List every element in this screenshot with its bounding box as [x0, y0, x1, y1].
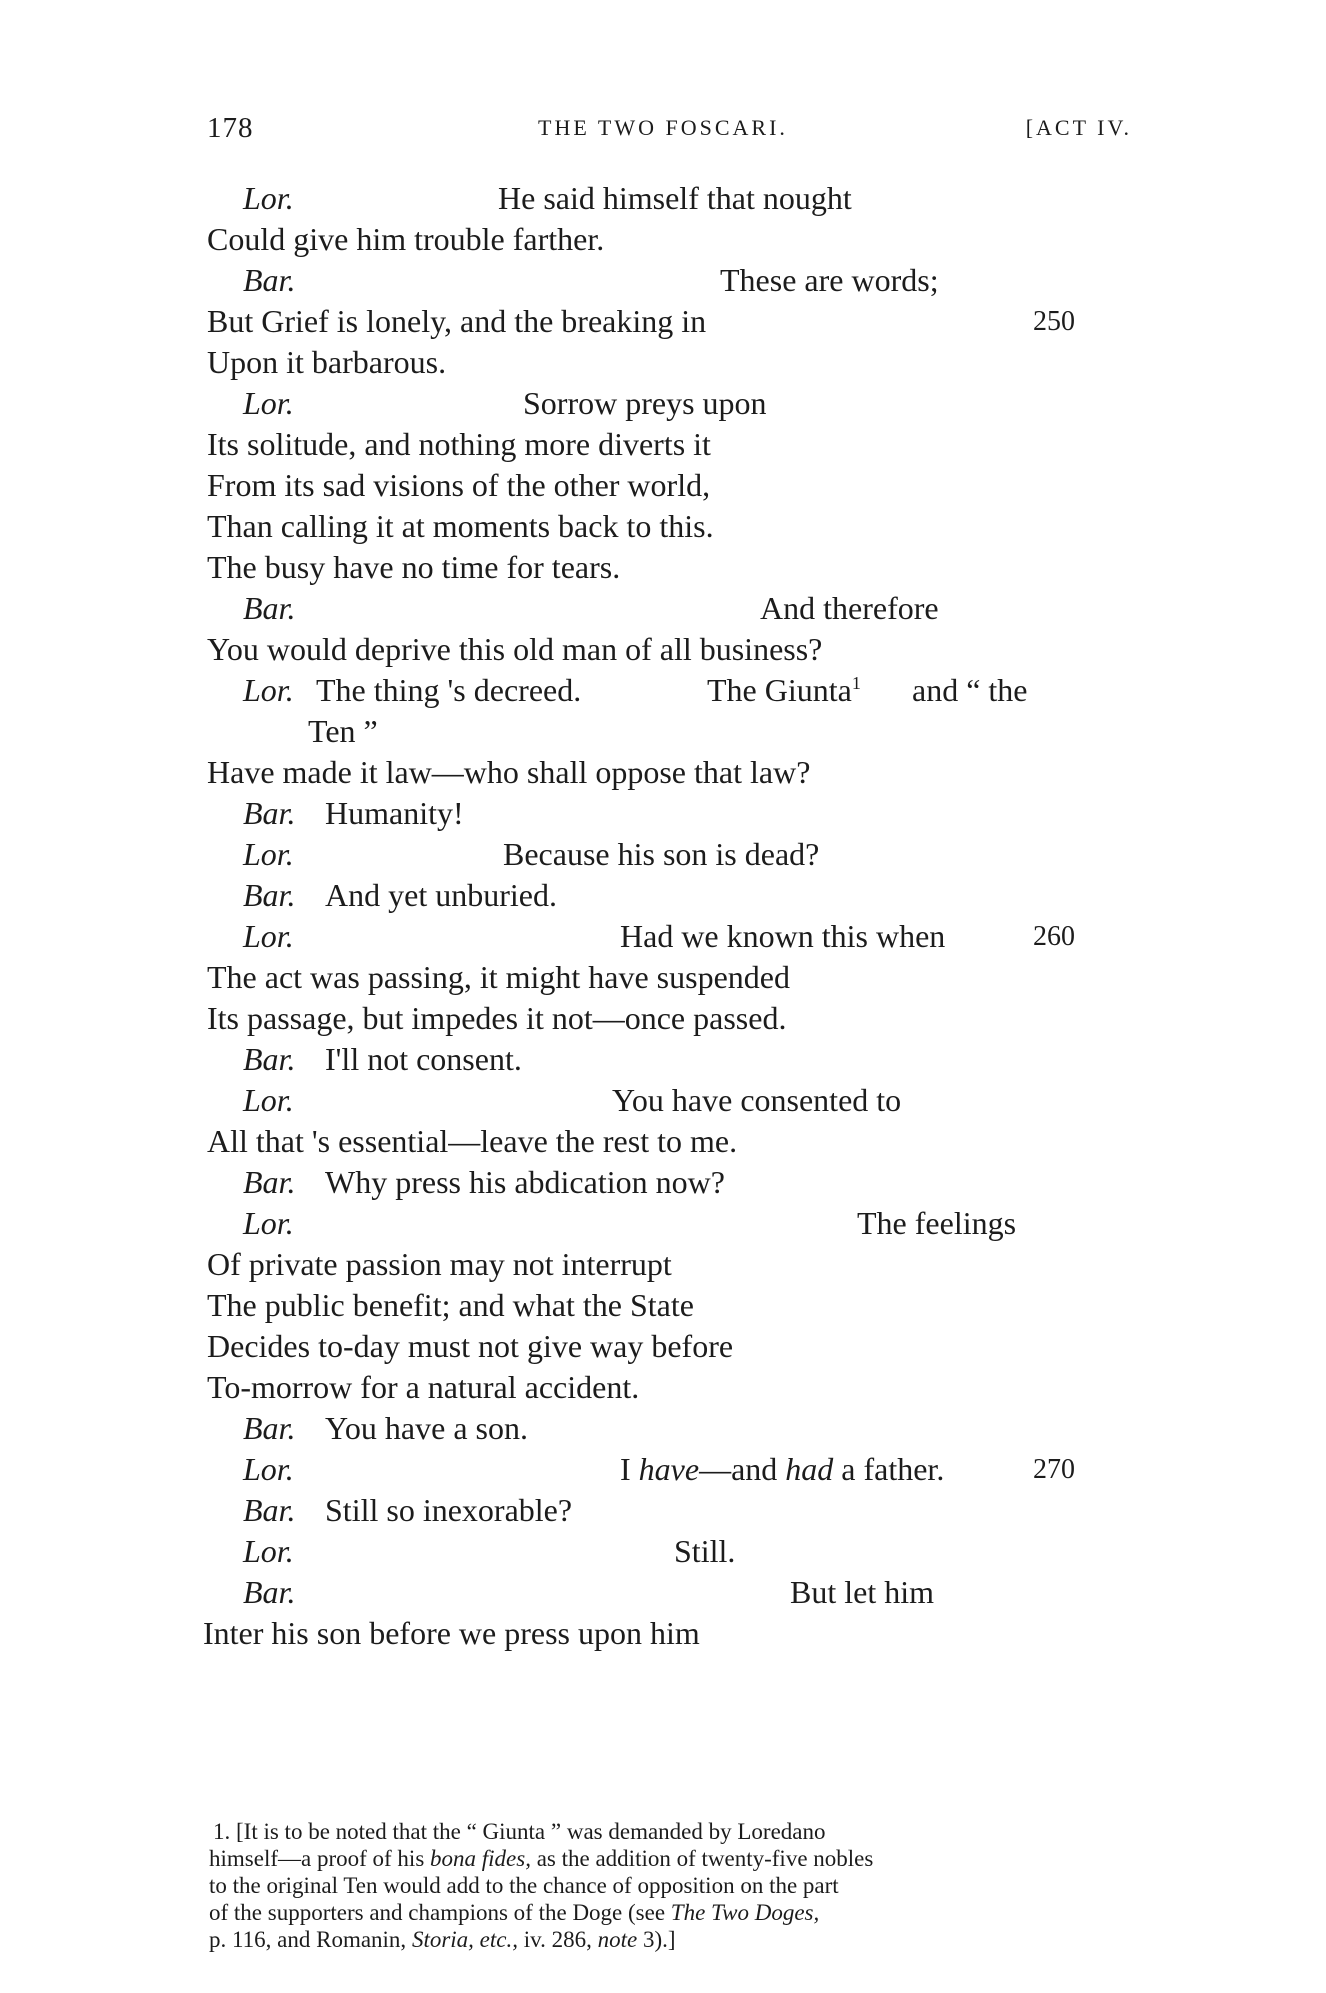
emphasis: had — [785, 1451, 834, 1487]
footnote-line — [213, 1818, 1143, 1845]
footnote-text: p. 116, and Romanin, — [209, 1927, 407, 1952]
verse-text-segment: I'll not consent. — [325, 1041, 522, 1077]
footnote-text — [209, 1926, 676, 1953]
speaker-label: Lor. — [243, 385, 294, 421]
verse-line — [0, 670, 1326, 711]
verse-text-segment: and “ the — [912, 672, 1028, 708]
verse-line — [0, 834, 1326, 875]
verse-text-segment: The Giunta — [707, 672, 852, 708]
verse-text-segment: All that 's essential—leave the rest to me. — [207, 1123, 738, 1159]
verse-line — [0, 1285, 1326, 1326]
verse-line — [0, 547, 1326, 588]
verse-text-segment: The feelings — [857, 1205, 1017, 1241]
verse-text-segment: Upon it barbarous. — [207, 344, 447, 380]
verse-text-segment: Because his son is dead? — [503, 836, 820, 872]
verse-line — [0, 1039, 1326, 1080]
speaker-label: Bar. — [243, 1410, 296, 1446]
footnote-line — [209, 1845, 1143, 1872]
speaker-label: Lor. — [243, 1205, 294, 1241]
emphasis: bona fides, — [430, 1846, 531, 1871]
speaker-label: Lor. — [243, 672, 294, 708]
verse-text-segment: But Grief is lonely, and the breaking in — [207, 303, 707, 339]
verse-line — [0, 1326, 1326, 1367]
speaker-label: Bar. — [243, 877, 296, 913]
verse-text-segment: Could give him trouble farther. — [207, 221, 605, 257]
verse-line — [0, 1121, 1326, 1162]
verse-line — [0, 916, 1326, 957]
speaker-label: Bar. — [243, 1041, 296, 1077]
verse-text-segment — [707, 670, 861, 711]
verse-line — [0, 1531, 1326, 1572]
footnote-text: himself—a proof of his — [209, 1846, 425, 1871]
footnote — [209, 1818, 1143, 1953]
verse-text-segment: Sorrow preys upon — [523, 385, 767, 421]
verse-line — [0, 711, 1326, 752]
verse-line — [0, 383, 1326, 424]
footnote-line — [209, 1926, 1143, 1953]
emphasis: Storia, etc., — [411, 1927, 518, 1952]
footnote-text: 3).] — [643, 1927, 676, 1952]
verse-text-segment: Its passage, but impedes it not—once passed. — [207, 1000, 787, 1036]
speaker-label: Bar. — [243, 795, 296, 831]
verse-line — [0, 1244, 1326, 1285]
verse-text — [0, 178, 1326, 1654]
speaker-label: Lor. — [243, 918, 294, 954]
speaker-label: Lor. — [243, 1082, 294, 1118]
verse-line — [0, 875, 1326, 916]
verse-line — [0, 178, 1326, 219]
verse-text-segment: The public benefit; and what the State — [207, 1287, 694, 1323]
verse-text-segment: Why press his abdication now? — [325, 1164, 725, 1200]
verse-line — [0, 629, 1326, 670]
verse-line — [0, 301, 1326, 342]
verse-text-segment: —and — [699, 1451, 778, 1487]
verse-line — [0, 1490, 1326, 1531]
verse-text-segment: Ten ” — [308, 713, 378, 749]
running-title: THE TWO FOSCARI. — [538, 115, 788, 140]
verse-line — [0, 998, 1326, 1039]
verse-text-segment — [620, 1449, 944, 1490]
verse-line — [0, 793, 1326, 834]
emphasis: note — [597, 1927, 638, 1952]
verse-line — [0, 1408, 1326, 1449]
speaker-label: Bar. — [243, 1574, 296, 1610]
verse-text-segment: You have a son. — [325, 1410, 528, 1446]
verse-line — [0, 588, 1326, 629]
verse-text-segment: Have made it law—who shall oppose that law? — [207, 754, 811, 790]
verse-text-segment: But let him — [790, 1574, 934, 1610]
verse-text-segment: From its sad visions of the other world, — [207, 467, 711, 503]
verse-line — [0, 1162, 1326, 1203]
footnote-text: 1. [It is to be noted that the “ Giunta ” was demanded by Loredano — [213, 1819, 826, 1844]
act-heading: [ACT IV. — [1025, 115, 1132, 140]
speaker-label: Lor. — [243, 180, 294, 216]
verse-text-segment: Decides to-day must not give way before — [207, 1328, 734, 1364]
verse-line — [0, 465, 1326, 506]
verse-line — [0, 219, 1326, 260]
verse-text-segment: You would deprive this old man of all business? — [207, 631, 823, 667]
verse-text-segment: You have consented to — [612, 1082, 902, 1118]
line-number: 260 — [1033, 921, 1075, 952]
verse-text-segment: Than calling it at moments back to this. — [207, 508, 714, 544]
verse-line — [0, 1613, 1326, 1654]
verse-line — [0, 260, 1326, 301]
footnote-text — [209, 1899, 819, 1926]
verse-text-segment: And therefore — [760, 590, 939, 626]
verse-text-segment: Its solitude, and nothing more diverts it — [207, 426, 711, 462]
verse-text-segment: Still so inexorable? — [325, 1492, 573, 1528]
speaker-label: Lor. — [243, 1533, 294, 1569]
verse-line — [0, 1203, 1326, 1244]
speaker-label: Bar. — [243, 1492, 296, 1528]
verse-text-segment: a father. — [841, 1451, 945, 1487]
verse-line — [0, 342, 1326, 383]
speaker-label: Bar. — [243, 590, 296, 626]
speaker-label: Lor. — [243, 1451, 294, 1487]
line-number: 270 — [1033, 1454, 1075, 1485]
verse-text-segment: Humanity! — [325, 795, 464, 831]
footnote-line — [209, 1899, 1143, 1926]
footnote-text — [209, 1845, 873, 1872]
footnote-text: as the addition of twenty-five nobles — [536, 1846, 874, 1871]
verse-line — [0, 424, 1326, 465]
verse-line — [0, 1367, 1326, 1408]
emphasis: The Two Doges, — [670, 1900, 820, 1925]
footnote-ref: 1 — [851, 673, 861, 693]
verse-line — [0, 752, 1326, 793]
verse-text-segment: Of private passion may not interrupt — [207, 1246, 672, 1282]
footnote-text: to the original Ten would add to the chance of opposition on the part — [209, 1873, 839, 1898]
verse-line — [0, 506, 1326, 547]
verse-text-segment: The thing 's decreed. — [316, 672, 582, 708]
verse-line — [0, 1572, 1326, 1613]
verse-text-segment: The act was passing, it might have suspended — [207, 959, 790, 995]
footnote-text: iv. 286, — [523, 1927, 592, 1952]
verse-text-segment: And yet unburied. — [325, 877, 557, 913]
speaker-label: Bar. — [243, 1164, 296, 1200]
verse-text-segment: He said himself that nought — [498, 180, 852, 216]
verse-text-segment: The busy have no time for tears. — [207, 549, 621, 585]
page-number: 178 — [207, 112, 254, 144]
emphasis: have — [638, 1451, 700, 1487]
verse-line — [0, 1080, 1326, 1121]
verse-text-segment: These are words; — [720, 262, 939, 298]
line-number: 250 — [1033, 306, 1075, 337]
verse-text-segment: Still. — [674, 1533, 736, 1569]
speaker-label: Lor. — [243, 836, 294, 872]
verse-line — [0, 957, 1326, 998]
verse-text-segment: Had we known this when — [620, 918, 946, 954]
footnote-line — [209, 1872, 1143, 1899]
verse-text-segment: Inter his son before we press upon him — [203, 1615, 700, 1651]
speaker-label: Bar. — [243, 262, 296, 298]
verse-line — [0, 1449, 1326, 1490]
verse-text-segment: To-morrow for a natural accident. — [207, 1369, 640, 1405]
footnote-text: of the supporters and champions of the Doge (see — [209, 1900, 666, 1925]
verse-text-segment: I — [620, 1451, 631, 1487]
